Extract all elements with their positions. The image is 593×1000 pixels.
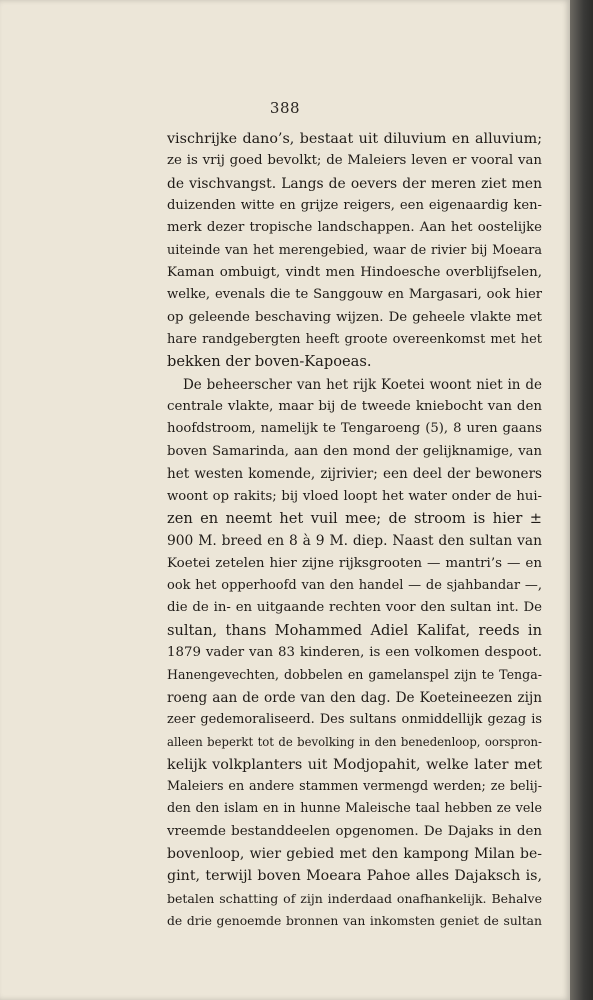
page-number: 388 [269,99,301,117]
text-line: woont op rakits; bij vloed loopt het water onder de hui- [167,488,542,504]
text-line: merk dezer tropische landschappen. Aan het oostelijke [167,220,542,236]
page-edge [570,0,593,1000]
text-line: het westen komende, zijrivier; een deel der bewoners [167,466,542,483]
text-line: kelijk volkplanters uit Modjopahit, welke later met [167,756,542,773]
text-line: uiteinde van het merengebied, waar de rivier bij Moeara [167,242,542,258]
text-line: betalen schatting of zijn inderdaad onafhankelijk. Behalve [167,890,542,906]
text-line: bekken der boven-Kapoeas. [167,353,372,371]
text-line: Hanengevechten, dobbelen en gamelanspel zijn te Tenga- [167,667,542,683]
body-text [167,128,542,932]
text-line: 1879 vader van 83 kinderen, is een volkomen despoot. [167,644,542,660]
text-line: alleen beperkt tot de bevolking in den benedenloop, oorspron- [167,735,542,750]
text-line: centrale vlakte, maar bij de tweede kniebocht van den [167,399,542,415]
text-line: duizenden witte en grijze reigers, een eigenaardig ken- [167,198,542,214]
text-line: ook het opperhoofd van den handel — de sjahbandar —, [167,577,542,593]
text-line: hare randgebergten heeft groote overeenkomst met het [167,332,542,348]
text-line: den den islam en in hunne Maleische taal hebben ze vele [167,801,542,817]
text-line: Kaman ombuigt, vindt men Hindoesche overblijfselen, [167,265,542,281]
text-line: vischrijke dano’s, bestaat uit diluvium en alluvium; [167,131,542,147]
text-line: De beheerscher van het rijk Koetei woont niet in de [183,376,542,393]
text-line: die de in- en uitgaande rechten voor den sultan int. De [167,600,542,616]
text-line: gint, terwijl boven Moeara Pahoe alles Dajaksch is, [167,868,542,885]
text-line: zen en neemt het vuil mee; de stroom is hier ± [167,509,542,527]
text-line: de vischvangst. Langs de oevers der meren ziet men [167,175,542,192]
text-line: boven Samarinda, aan den mond der gelijknamige, van [167,443,542,459]
text-line: Koetei zetelen hier zijne rijksgrooten — mantri’s — en [167,555,542,571]
text-line: sultan, thans Mohammed Adiel Kalifat, reeds in [167,621,542,639]
text-line: ze is vrij goed bevolkt; de Maleiers leven er vooral van [167,153,542,169]
text-line: roeng aan de orde van den dag. De Koeteineezen zijn [167,689,542,706]
text-line: op geleende beschaving wijzen. De geheele vlakte met [167,309,542,325]
text-line: de drie genoemde bronnen van inkomsten geniet de sultan [167,914,542,929]
text-line: hoofdstroom, namelijk te Tengaroeng (5), 8 uren gaans [167,421,542,437]
text-line: vreemde bestanddeelen opgenomen. De Dajaks in den [167,823,542,839]
text-line: zeer gedemoraliseerd. Des sultans onmiddellijk gezag is [167,711,542,727]
text-line: bovenloop, wier gebied met den kampong Milan be- [167,846,542,862]
text-line: welke, evenals die te Sanggouw en Margasari, ook hier [167,287,542,303]
text-line: 900 M. breed en 8 à 9 M. diep. Naast den sultan van [167,533,542,550]
text-line: Maleiers en andere stammen vermengd werden; ze belij- [167,778,542,794]
